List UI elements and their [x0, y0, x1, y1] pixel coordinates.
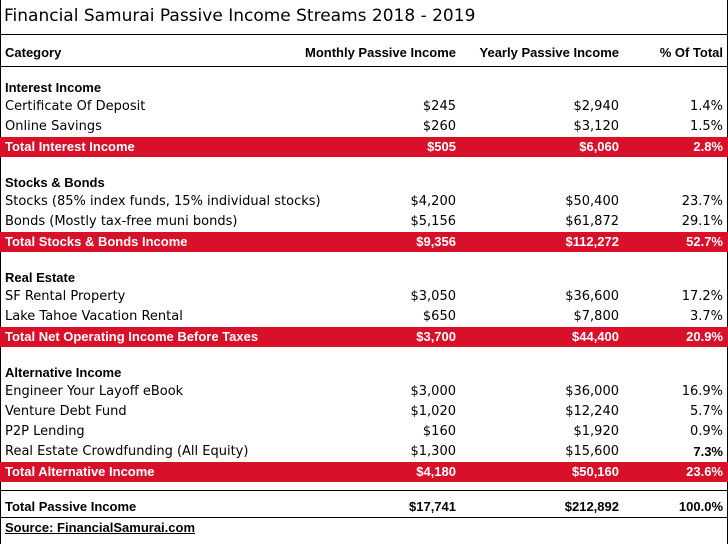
table-header: [0, 43, 728, 63]
row-pct: 7.3%: [693, 444, 723, 459]
total-monthly: $9,356: [416, 234, 456, 249]
row-pct: 3.7%: [689, 309, 723, 324]
row-label: Bonds (Mostly tax-free muni bonds): [5, 214, 238, 229]
source-link[interactable]: Source: FinancialSamurai.com: [5, 520, 196, 535]
row-yearly: $61,872: [565, 214, 619, 229]
row-monthly: $4,200: [410, 194, 456, 209]
section-title: Alternative Income: [5, 365, 122, 380]
total-monthly: $505: [427, 139, 456, 154]
header-pct: % Of Total: [659, 45, 723, 60]
total-label: Total Net Operating Income Before Taxes: [5, 329, 259, 344]
divider: [0, 66, 728, 67]
table-row: [0, 422, 728, 442]
row-yearly: $12,240: [565, 404, 619, 419]
row-label: Certificate Of Deposit: [5, 99, 146, 114]
row-yearly: $2,940: [573, 99, 619, 114]
row-label: Stocks (85% index funds, 15% individual stocks): [5, 194, 321, 209]
row-monthly: $260: [422, 119, 456, 134]
total-yearly: $44,400: [572, 329, 619, 344]
row-pct: 16.9%: [681, 384, 723, 399]
divider: [0, 490, 728, 491]
row-yearly: $36,600: [565, 289, 619, 304]
total-monthly: $3,700: [416, 329, 456, 344]
row-yearly: $15,600: [565, 444, 619, 459]
grand-total-yearly: $212,892: [564, 499, 619, 514]
row-monthly: $160: [422, 424, 456, 439]
row-monthly: $3,050: [410, 289, 456, 304]
row-label: Venture Debt Fund: [5, 404, 127, 419]
total-row: [0, 462, 728, 482]
total-row: [0, 327, 728, 347]
row-pct: 1.4%: [689, 99, 723, 114]
row-yearly: $36,000: [565, 384, 619, 399]
grand-total-label: Total Passive Income: [5, 499, 137, 514]
total-yearly: $50,160: [572, 464, 619, 479]
total-label: Total Alternative Income: [5, 464, 155, 479]
row-label: Real Estate Crowdfunding (All Equity): [5, 444, 249, 459]
table-row: [0, 287, 728, 307]
table-row: [0, 402, 728, 422]
row-label: Lake Tahoe Vacation Rental: [5, 309, 183, 324]
table-row: [0, 97, 728, 117]
row-label: P2P Lending: [5, 424, 85, 439]
table-row: [0, 307, 728, 327]
grand-total-row: [0, 497, 728, 517]
row-pct: 23.7%: [681, 194, 723, 209]
total-row: [0, 232, 728, 252]
total-label: Total Stocks & Bonds Income: [5, 234, 188, 249]
row-yearly: $50,400: [565, 194, 619, 209]
row-yearly: $7,800: [573, 309, 619, 324]
divider: [0, 34, 728, 35]
row-pct: 1.5%: [689, 119, 723, 134]
row-monthly: $1,020: [410, 404, 456, 419]
row-monthly: $1,300: [410, 444, 456, 459]
total-pct: 2.8%: [693, 139, 723, 154]
divider: [0, 517, 728, 518]
total-row: [0, 137, 728, 157]
table-row: [0, 382, 728, 402]
header-yearly: Yearly Passive Income: [479, 45, 619, 60]
section-heading: [0, 363, 728, 383]
header-category: Category: [5, 45, 62, 60]
row-monthly: $3,000: [410, 384, 456, 399]
total-yearly: $112,272: [565, 234, 619, 249]
section-title: Stocks & Bonds: [5, 175, 105, 190]
section-title: Interest Income: [5, 80, 102, 95]
row-label: Online Savings: [5, 119, 102, 134]
table-row: [0, 117, 728, 137]
page-title: Financial Samurai Passive Income Streams 2018 - 2019: [4, 6, 476, 26]
section-title: Real Estate: [5, 270, 76, 285]
section-heading: [0, 173, 728, 193]
row-yearly: $1,920: [573, 424, 619, 439]
section-heading: [0, 78, 728, 98]
table-row: [0, 212, 728, 232]
total-yearly: $6,060: [579, 139, 619, 154]
section-heading: [0, 268, 728, 288]
table-row: [0, 442, 728, 462]
row-pct: 5.7%: [689, 404, 723, 419]
header-monthly: Monthly Passive Income: [305, 45, 456, 60]
row-pct: 17.2%: [681, 289, 723, 304]
grand-total-monthly: $17,741: [409, 499, 456, 514]
row-pct: 29.1%: [681, 214, 723, 229]
row-label: SF Rental Property: [5, 289, 126, 304]
total-pct: 20.9%: [686, 329, 723, 344]
row-yearly: $3,120: [573, 119, 619, 134]
row-monthly: $5,156: [410, 214, 456, 229]
row-monthly: $650: [422, 309, 456, 324]
table-row: [0, 192, 728, 212]
grand-total-pct: 100.0%: [678, 499, 723, 514]
total-label: Total Interest Income: [5, 139, 135, 154]
total-pct: 52.7%: [686, 234, 723, 249]
row-label: Engineer Your Layoff eBook: [5, 384, 184, 399]
row-monthly: $245: [422, 99, 456, 114]
total-pct: 23.6%: [686, 464, 723, 479]
total-monthly: $4,180: [416, 464, 456, 479]
row-pct: 0.9%: [689, 424, 723, 439]
